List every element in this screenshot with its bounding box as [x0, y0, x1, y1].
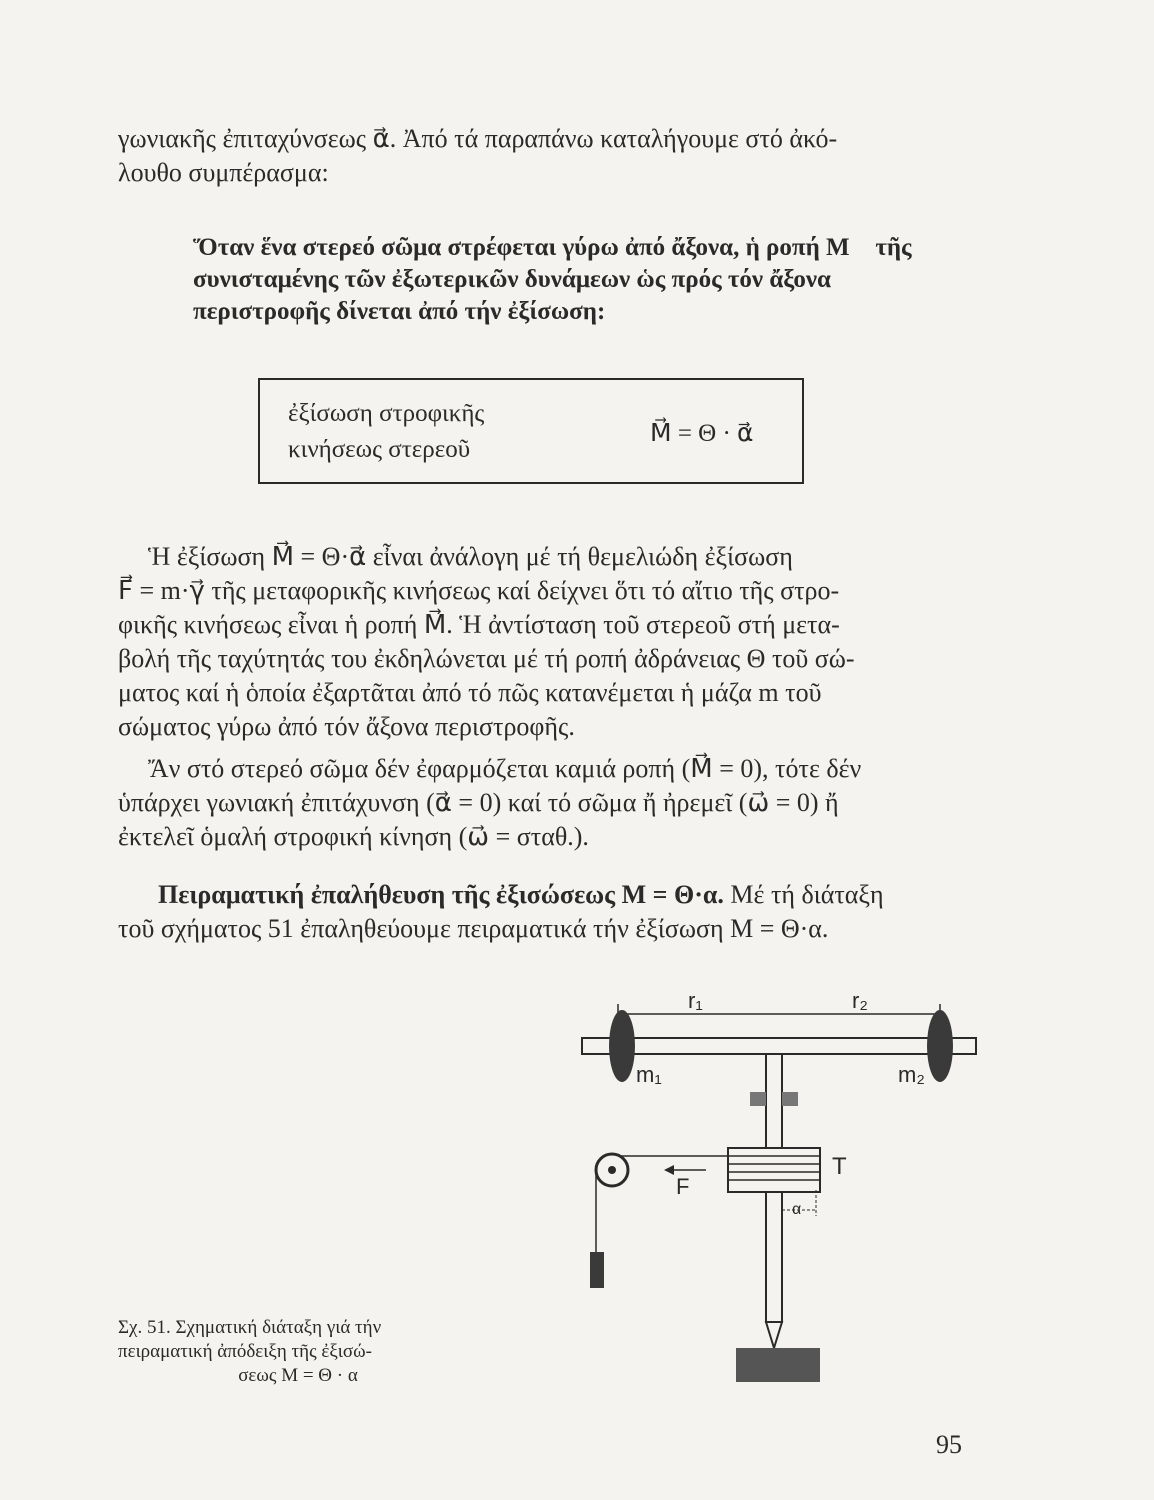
m2-label: m₂	[898, 1062, 925, 1087]
equation-box	[258, 378, 804, 484]
paragraph-experiment	[118, 878, 978, 946]
text-line: Ἄν στό στερεό σῶμα δέν ἐφαρμόζεται καμιά ροπή (M⃗ = 0), τότε δέν	[148, 754, 862, 783]
theorem-statement	[193, 232, 979, 328]
bold-line: περιστροφῆς δίνεται ἀπό τήν ἐξίσωση:	[193, 298, 606, 325]
paragraph-zero-torque	[118, 752, 978, 854]
figure-caption	[118, 1316, 478, 1388]
equation-label-2: κινήσεως στερεοῦ	[288, 436, 471, 463]
caption-line: Σχ. 51. Σχηματική διάταξη γιά τήν	[118, 1317, 382, 1338]
bold-line: Ὅταν ἕνα στερεό σῶμα στρέφεται γύρω ἀπό ἄξονα, ἡ ροπή M⃗ τῆς	[193, 234, 912, 261]
r1-label: r₁	[688, 990, 703, 1013]
r2-label: r₂	[852, 990, 868, 1013]
horizontal-rod	[582, 1038, 976, 1054]
text-line: γωνιακῆς ἐπιταχύνσεως α⃗. Ἀπό τά παραπάνω καταλήγουμε στό ἀκό-	[118, 124, 838, 153]
caption-line: πειραματική ἀπόδειξη τῆς ἐξισώ-	[118, 1341, 372, 1362]
bold-line: συνισταμένης τῶν ἐξωτερικῶν δυνάμεων ὡς πρός τόν ἄξονα	[193, 266, 831, 293]
page-number: 95	[936, 1430, 962, 1459]
text-line: σώματος γύρω ἀπό τόν ἄξονα περιστροφῆς.	[118, 712, 575, 741]
experiment-heading: Πειραματική ἐπαλήθευση τῆς ἐξισώσεως M = Θ·α.	[158, 880, 724, 909]
equation-formula: M⃗ = Θ · α⃗	[650, 420, 754, 447]
axle-tip	[766, 1322, 782, 1348]
drum-T	[728, 1148, 820, 1192]
text-line: τοῦ σχήματος 51 ἐπαληθεύουμε πειραματικά τήν ἐξίσωση M = Θ·α.	[118, 914, 829, 943]
text-line: φικῆς κινήσεως εἶναι ἡ ροπή M⃗. Ἡ ἀντίσταση τοῦ στερεοῦ στή μετα-	[118, 610, 840, 639]
figure-51-apparatus	[560, 990, 990, 1390]
text-line: λουθο συμπέρασμα:	[118, 158, 329, 187]
bearing-right	[782, 1092, 798, 1106]
equation-label-1: ἐξίσωση στροφικῆς	[288, 400, 485, 427]
hanging-weight	[590, 1252, 604, 1288]
paragraph-intro	[118, 122, 978, 190]
text-line: F⃗ = m·γ⃗ τῆς μεταφορικῆς κινήσεως καί δείχνει ὅτι τό αἴτιο τῆς στρο-	[118, 576, 840, 605]
T-label: T	[832, 1153, 847, 1180]
text-line: βολή τῆς ταχύτητάς του ἐκδηλώνεται μέ τή ροπή ἀδράνειας Θ τοῦ σώ-	[118, 644, 855, 673]
m1-label: m₁	[636, 1062, 662, 1087]
bearing-left	[750, 1092, 766, 1106]
text-line: ματος καί ἡ ὁποία ἐξαρτᾶται ἀπό τό πῶς κατανέμεται ἡ μάζα m τοῦ	[118, 678, 822, 707]
base-block	[736, 1348, 820, 1382]
caption-line: σεως M = Θ · α	[238, 1365, 358, 1386]
text-line	[118, 878, 978, 912]
text-line: ἐκτελεῖ ὁμαλή στροφική κίνηση (ω⃗ = σταθ.).	[118, 822, 589, 851]
paragraph-analogy	[118, 540, 978, 744]
F-label: F	[676, 1174, 690, 1199]
a-label: α	[792, 1201, 802, 1218]
text-line: ὑπάρχει γωνιακή ἐπιτάχυνση (α⃗ = 0) καί τό σῶμα ἤ ἠρεμεῖ (ω⃗ = 0) ἤ	[118, 788, 839, 817]
mass-m2	[927, 1010, 953, 1082]
text-line: Ἡ ἐξίσωση M⃗ = Θ·α⃗ εἶναι ἀνάλογη μέ τή θεμελιώδη ἐξίσωση	[148, 542, 793, 571]
mass-m1	[609, 1010, 635, 1082]
text-span: Μέ τή διάταξη	[723, 880, 884, 909]
